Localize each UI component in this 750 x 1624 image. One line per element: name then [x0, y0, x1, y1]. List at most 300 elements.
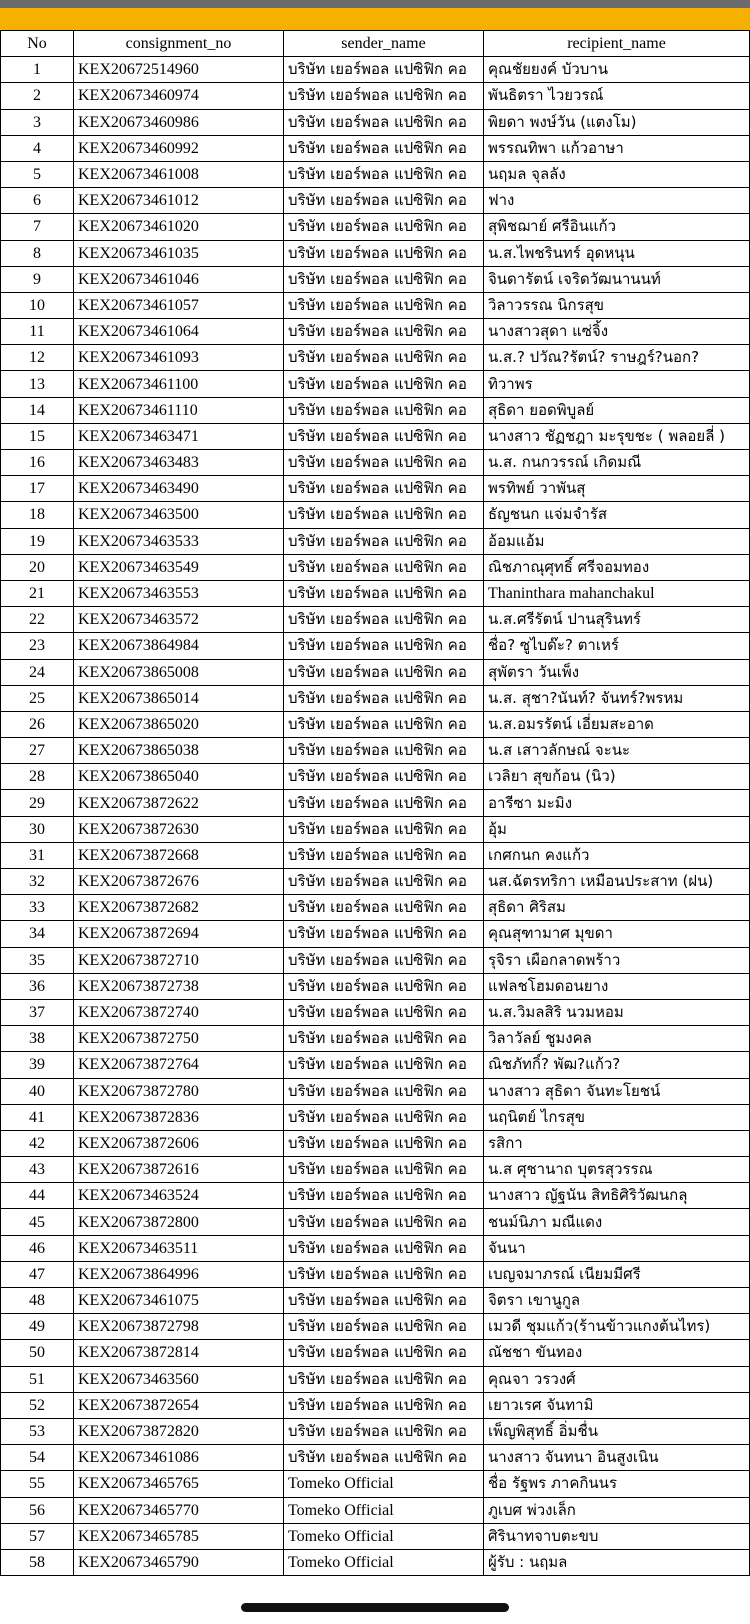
table-row[interactable]: [1, 1235, 750, 1261]
cell-sender-name[interactable]: บริษัท เยอร์พอล แปซิฟิก คอ: [284, 240, 484, 266]
cell-sender-name[interactable]: บริษัท เยอร์พอล แปซิฟิก คอ: [284, 1418, 484, 1444]
cell-consignment-no[interactable]: KEX20673461086: [74, 1445, 284, 1471]
cell-recipient-name[interactable]: นางสาว จันทนา อินสูงเนิน: [484, 1445, 750, 1471]
table-row[interactable]: [1, 895, 750, 921]
table-row[interactable]: [1, 607, 750, 633]
table-row[interactable]: [1, 973, 750, 999]
cell-recipient-name[interactable]: จินดารัตน์ เจริดวัฒนานนท์: [484, 266, 750, 292]
cell-no[interactable]: 41: [1, 1104, 74, 1130]
cell-sender-name[interactable]: บริษัท เยอร์พอล แปซิฟิก คอ: [284, 1026, 484, 1052]
table-row[interactable]: [1, 528, 750, 554]
cell-sender-name[interactable]: บริษัท เยอร์พอล แปซิฟิก คอ: [284, 83, 484, 109]
cell-no[interactable]: 57: [1, 1523, 74, 1549]
cell-sender-name[interactable]: บริษัท เยอร์พอล แปซิฟิก คอ: [284, 816, 484, 842]
consignment-table: [0, 30, 750, 1576]
cell-recipient-name[interactable]: พรรณทิพา แก้วอาษา: [484, 135, 750, 161]
cell-no[interactable]: 31: [1, 842, 74, 868]
cell-no[interactable]: 34: [1, 921, 74, 947]
header-no: No: [1, 31, 74, 57]
cell-consignment-no[interactable]: KEX20673461093: [74, 345, 284, 371]
cell-no[interactable]: 48: [1, 1288, 74, 1314]
table-row[interactable]: [1, 580, 750, 606]
cell-sender-name[interactable]: บริษัท เยอร์พอล แปซิฟิก คอ: [284, 1288, 484, 1314]
cell-sender-name[interactable]: บริษัท เยอร์พอล แปซิฟิก คอ: [284, 450, 484, 476]
cell-consignment-no[interactable]: KEX20673872798: [74, 1314, 284, 1340]
cell-recipient-name[interactable]: ผู้รับ : นฤมล: [484, 1549, 750, 1575]
cell-sender-name[interactable]: บริษัท เยอร์พอล แปซิฟิก คอ: [284, 554, 484, 580]
cell-recipient-name[interactable]: ชื่อ รัฐพร ภาคกินนร: [484, 1471, 750, 1497]
cell-no[interactable]: 11: [1, 319, 74, 345]
cell-no[interactable]: 12: [1, 345, 74, 371]
cell-sender-name[interactable]: บริษัท เยอร์พอล แปซิฟิก คอ: [284, 764, 484, 790]
table-row[interactable]: [1, 240, 750, 266]
cell-consignment-no[interactable]: KEX20673463549: [74, 554, 284, 580]
cell-recipient-name[interactable]: ณิชภัทกิ์? พัฒ?แก้ว?: [484, 1052, 750, 1078]
cell-recipient-name[interactable]: เบญจมาภรณ์ เนียมมีศรี: [484, 1261, 750, 1287]
cell-consignment-no[interactable]: KEX20673463553: [74, 580, 284, 606]
table-row[interactable]: [1, 816, 750, 842]
table-row[interactable]: [1, 554, 750, 580]
cell-recipient-name[interactable]: ฟาง: [484, 188, 750, 214]
cell-no[interactable]: 23: [1, 633, 74, 659]
status-bar-strip: [0, 0, 750, 8]
cell-recipient-name[interactable]: พรทิพย์ วาพันสุ: [484, 476, 750, 502]
cell-no[interactable]: 20: [1, 554, 74, 580]
cell-no[interactable]: 58: [1, 1549, 74, 1575]
cell-consignment-no[interactable]: KEX20673460974: [74, 83, 284, 109]
cell-consignment-no[interactable]: KEX20673872780: [74, 1078, 284, 1104]
cell-consignment-no[interactable]: KEX20673872710: [74, 947, 284, 973]
cell-consignment-no[interactable]: KEX20673872814: [74, 1340, 284, 1366]
cell-recipient-name[interactable]: เกศกนก คงแก้ว: [484, 842, 750, 868]
cell-recipient-name[interactable]: น.ส.? ปวัณ?รัตน์? ราษฎร์?นอก?: [484, 345, 750, 371]
cell-no[interactable]: 53: [1, 1418, 74, 1444]
cell-sender-name[interactable]: บริษัท เยอร์พอล แปซิฟิก คอ: [284, 790, 484, 816]
table-row[interactable]: [1, 1392, 750, 1418]
cell-consignment-no[interactable]: KEX20673461020: [74, 214, 284, 240]
cell-sender-name[interactable]: บริษัท เยอร์พอล แปซิฟิก คอ: [284, 1261, 484, 1287]
cell-sender-name[interactable]: บริษัท เยอร์พอล แปซิฟิก คอ: [284, 685, 484, 711]
cell-sender-name[interactable]: บริษัท เยอร์พอล แปซิฟิก คอ: [284, 1183, 484, 1209]
cell-consignment-no[interactable]: KEX20673872740: [74, 999, 284, 1025]
cell-sender-name[interactable]: บริษัท เยอร์พอล แปซิฟิก คอ: [284, 528, 484, 554]
cell-recipient-name[interactable]: จันนา: [484, 1235, 750, 1261]
cell-sender-name[interactable]: บริษัท เยอร์พอล แปซิฟิก คอ: [284, 266, 484, 292]
table-row[interactable]: [1, 659, 750, 685]
cell-no[interactable]: 19: [1, 528, 74, 554]
table-row[interactable]: [1, 502, 750, 528]
cell-sender-name[interactable]: บริษัท เยอร์พอล แปซิฟิก คอ: [284, 214, 484, 240]
cell-consignment-no[interactable]: KEX20673461046: [74, 266, 284, 292]
cell-consignment-no[interactable]: KEX20673865040: [74, 764, 284, 790]
cell-recipient-name[interactable]: นางสาวสุดา แซ่จิ้ง: [484, 319, 750, 345]
header-consignment-no: consignment_no: [74, 31, 284, 57]
cell-recipient-name[interactable]: เมวดี ชุมแก้ว(ร้านข้าวแกงต้นไทร): [484, 1314, 750, 1340]
cell-recipient-name[interactable]: คุณสุฑามาศ มุขดา: [484, 921, 750, 947]
cell-consignment-no[interactable]: KEX20673872820: [74, 1418, 284, 1444]
cell-sender-name[interactable]: บริษัท เยอร์พอล แปซิฟิก คอ: [284, 1052, 484, 1078]
cell-no[interactable]: 38: [1, 1026, 74, 1052]
cell-sender-name[interactable]: บริษัท เยอร์พอล แปซิฟิก คอ: [284, 947, 484, 973]
cell-sender-name[interactable]: บริษัท เยอร์พอล แปซิฟิก คอ: [284, 1104, 484, 1130]
cell-consignment-no[interactable]: KEX20673463500: [74, 502, 284, 528]
cell-no[interactable]: 55: [1, 1471, 74, 1497]
cell-sender-name[interactable]: Tomeko Official: [284, 1523, 484, 1549]
cell-no[interactable]: 7: [1, 214, 74, 240]
cell-consignment-no[interactable]: KEX20673872668: [74, 842, 284, 868]
cell-no[interactable]: 45: [1, 1209, 74, 1235]
cell-recipient-name[interactable]: รสิกา: [484, 1130, 750, 1156]
cell-sender-name[interactable]: บริษัท เยอร์พอล แปซิฟิก คอ: [284, 423, 484, 449]
cell-consignment-no[interactable]: KEX20673865008: [74, 659, 284, 685]
cell-consignment-no[interactable]: KEX20673461110: [74, 397, 284, 423]
table-row[interactable]: [1, 1523, 750, 1549]
cell-consignment-no[interactable]: KEX20673463524: [74, 1183, 284, 1209]
cell-consignment-no[interactable]: KEX20673865020: [74, 711, 284, 737]
table-row[interactable]: [1, 1183, 750, 1209]
table-row[interactable]: [1, 947, 750, 973]
cell-recipient-name[interactable]: สุพิชฌาย์ ศรีอินแก้ว: [484, 214, 750, 240]
cell-consignment-no[interactable]: KEX20673461008: [74, 161, 284, 187]
cell-sender-name[interactable]: บริษัท เยอร์พอล แปซิฟิก คอ: [284, 1235, 484, 1261]
cell-no[interactable]: 24: [1, 659, 74, 685]
cell-consignment-no[interactable]: KEX20673465785: [74, 1523, 284, 1549]
cell-no[interactable]: 52: [1, 1392, 74, 1418]
table-row[interactable]: [1, 266, 750, 292]
cell-no[interactable]: 4: [1, 135, 74, 161]
cell-no[interactable]: 44: [1, 1183, 74, 1209]
table-row[interactable]: [1, 1209, 750, 1235]
cell-no[interactable]: 25: [1, 685, 74, 711]
table-row[interactable]: [1, 1157, 750, 1183]
cell-no[interactable]: 39: [1, 1052, 74, 1078]
cell-no[interactable]: 43: [1, 1157, 74, 1183]
cell-sender-name[interactable]: บริษัท เยอร์พอล แปซิฟิก คอ: [284, 188, 484, 214]
cell-sender-name[interactable]: บริษัท เยอร์พอล แปซิฟิก คอ: [284, 580, 484, 606]
cell-recipient-name[interactable]: เพ็ญพิสุทธิ์ อิ่มชื่น: [484, 1418, 750, 1444]
cell-no[interactable]: 3: [1, 109, 74, 135]
table-row[interactable]: [1, 1471, 750, 1497]
table-row[interactable]: [1, 292, 750, 318]
cell-sender-name[interactable]: บริษัท เยอร์พอล แปซิฟิก คอ: [284, 999, 484, 1025]
cell-no[interactable]: 47: [1, 1261, 74, 1287]
table-row[interactable]: [1, 423, 750, 449]
table-row[interactable]: [1, 1052, 750, 1078]
cell-consignment-no[interactable]: KEX20673872836: [74, 1104, 284, 1130]
cell-recipient-name[interactable]: จิตรา เขานูกูล: [484, 1288, 750, 1314]
table-row[interactable]: [1, 1026, 750, 1052]
cell-recipient-name[interactable]: พันธิตรา ไวยวรณ์: [484, 83, 750, 109]
cell-sender-name[interactable]: บริษัท เยอร์พอล แปซิฟิก คอ: [284, 1157, 484, 1183]
cell-no[interactable]: 6: [1, 188, 74, 214]
cell-recipient-name[interactable]: ภูเบศ พ่วงเล็ก: [484, 1497, 750, 1523]
cell-no[interactable]: 37: [1, 999, 74, 1025]
table-row[interactable]: [1, 738, 750, 764]
cell-consignment-no[interactable]: KEX20673865038: [74, 738, 284, 764]
cell-no[interactable]: 36: [1, 973, 74, 999]
cell-consignment-no[interactable]: KEX20673872630: [74, 816, 284, 842]
cell-sender-name[interactable]: บริษัท เยอร์พอล แปซิฟิก คอ: [284, 633, 484, 659]
cell-consignment-no[interactable]: KEX20673872764: [74, 1052, 284, 1078]
cell-consignment-no[interactable]: KEX20673463533: [74, 528, 284, 554]
cell-recipient-name[interactable]: ณัชชา ขันทอง: [484, 1340, 750, 1366]
table-row[interactable]: [1, 1288, 750, 1314]
cell-recipient-name[interactable]: นฤมล จุลลัง: [484, 161, 750, 187]
toolbar-accent-bar: [0, 8, 750, 30]
cell-consignment-no[interactable]: KEX20673872738: [74, 973, 284, 999]
cell-recipient-name[interactable]: สุพัตรา วันเพ็ง: [484, 659, 750, 685]
cell-recipient-name[interactable]: น.ส เสาวลักษณ์ จะนะ: [484, 738, 750, 764]
table-row[interactable]: [1, 345, 750, 371]
cell-sender-name[interactable]: บริษัท เยอร์พอล แปซิฟิก คอ: [284, 738, 484, 764]
cell-recipient-name[interactable]: นส.ฉัตรทริกา เหมือนประสาท (ฝน): [484, 869, 750, 895]
cell-consignment-no[interactable]: KEX20673461012: [74, 188, 284, 214]
cell-no[interactable]: 9: [1, 266, 74, 292]
cell-sender-name[interactable]: บริษัท เยอร์พอล แปซิฟิก คอ: [284, 842, 484, 868]
cell-consignment-no[interactable]: KEX20673463471: [74, 423, 284, 449]
cell-no[interactable]: 28: [1, 764, 74, 790]
cell-no[interactable]: 21: [1, 580, 74, 606]
cell-consignment-no[interactable]: KEX20673463483: [74, 450, 284, 476]
cell-consignment-no[interactable]: KEX20673864996: [74, 1261, 284, 1287]
cell-consignment-no[interactable]: KEX20673465765: [74, 1471, 284, 1497]
cell-consignment-no[interactable]: KEX20673872750: [74, 1026, 284, 1052]
cell-no[interactable]: 26: [1, 711, 74, 737]
cell-no[interactable]: 18: [1, 502, 74, 528]
cell-recipient-name[interactable]: รุจิรา เผือกลาดพร้าว: [484, 947, 750, 973]
cell-consignment-no[interactable]: KEX20673463490: [74, 476, 284, 502]
cell-no[interactable]: 50: [1, 1340, 74, 1366]
table-row[interactable]: [1, 214, 750, 240]
table-row[interactable]: [1, 1366, 750, 1392]
cell-consignment-no[interactable]: KEX20673465790: [74, 1549, 284, 1575]
cell-recipient-name[interactable]: น.ส.ศรีรัตน์ ปานสุรินทร์: [484, 607, 750, 633]
cell-sender-name[interactable]: บริษัท เยอร์พอล แปซิฟิก คอ: [284, 1366, 484, 1392]
cell-sender-name[interactable]: บริษัท เยอร์พอล แปซิฟิก คอ: [284, 345, 484, 371]
cell-recipient-name[interactable]: เวลิยา สุขก้อน (นิว): [484, 764, 750, 790]
cell-recipient-name[interactable]: วิลาวรรณ นิกรสุข: [484, 292, 750, 318]
cell-no[interactable]: 10: [1, 292, 74, 318]
cell-recipient-name[interactable]: อารีซา มะมิง: [484, 790, 750, 816]
table-body: [1, 57, 750, 1576]
table-row[interactable]: [1, 1314, 750, 1340]
cell-sender-name[interactable]: บริษัท เยอร์พอล แปซิฟิก คอ: [284, 371, 484, 397]
table-row[interactable]: [1, 685, 750, 711]
cell-consignment-no[interactable]: KEX20673460986: [74, 109, 284, 135]
cell-consignment-no[interactable]: KEX20673872682: [74, 895, 284, 921]
cell-no[interactable]: 46: [1, 1235, 74, 1261]
cell-sender-name[interactable]: บริษัท เยอร์พอล แปซิฟิก คอ: [284, 1130, 484, 1156]
cell-sender-name[interactable]: บริษัท เยอร์พอล แปซิฟิก คอ: [284, 1209, 484, 1235]
cell-recipient-name[interactable]: วิลาวัลย์ ชูมงคล: [484, 1026, 750, 1052]
cell-recipient-name[interactable]: น.ส.วิมลสิริ นวมหอม: [484, 999, 750, 1025]
cell-no[interactable]: 1: [1, 57, 74, 83]
cell-recipient-name[interactable]: สุธิดา ศิริสม: [484, 895, 750, 921]
cell-no[interactable]: 30: [1, 816, 74, 842]
table-row[interactable]: [1, 790, 750, 816]
cell-recipient-name[interactable]: นางสาว ญัฐนัน สิทธิศิริวัฒนกลุ: [484, 1183, 750, 1209]
cell-consignment-no[interactable]: KEX20673463572: [74, 607, 284, 633]
cell-sender-name[interactable]: Tomeko Official: [284, 1549, 484, 1575]
cell-recipient-name[interactable]: ณิชภาณุศุทธิ์ ศรีจอมทอง: [484, 554, 750, 580]
cell-sender-name[interactable]: บริษัท เยอร์พอล แปซิฟิก คอ: [284, 973, 484, 999]
cell-recipient-name[interactable]: คุณจา วรวงศ์: [484, 1366, 750, 1392]
table-row[interactable]: [1, 319, 750, 345]
cell-consignment-no[interactable]: KEX20673463560: [74, 1366, 284, 1392]
table-row[interactable]: [1, 188, 750, 214]
cell-no[interactable]: 5: [1, 161, 74, 187]
cell-sender-name[interactable]: บริษัท เยอร์พอล แปซิฟิก คอ: [284, 57, 484, 83]
table-row[interactable]: [1, 1340, 750, 1366]
cell-recipient-name[interactable]: ชื่อ? ซูไบด๊ะ? ตาเหร์: [484, 633, 750, 659]
table-row[interactable]: [1, 57, 750, 83]
cell-sender-name[interactable]: บริษัท เยอร์พอล แปซิฟิก คอ: [284, 1392, 484, 1418]
cell-sender-name[interactable]: บริษัท เยอร์พอล แปซิฟิก คอ: [284, 869, 484, 895]
cell-sender-name[interactable]: Tomeko Official: [284, 1471, 484, 1497]
cell-no[interactable]: 29: [1, 790, 74, 816]
cell-sender-name[interactable]: บริษัท เยอร์พอล แปซิฟิก คอ: [284, 109, 484, 135]
cell-sender-name[interactable]: บริษัท เยอร์พอล แปซิฟิก คอ: [284, 1340, 484, 1366]
cell-recipient-name[interactable]: ชนม์นิภา มณีแดง: [484, 1209, 750, 1235]
cell-no[interactable]: 15: [1, 423, 74, 449]
header-recipient-name: recipient_name: [484, 31, 750, 57]
cell-consignment-no[interactable]: KEX20673872616: [74, 1157, 284, 1183]
cell-sender-name[interactable]: บริษัท เยอร์พอล แปซิฟิก คอ: [284, 292, 484, 318]
cell-recipient-name[interactable]: นฤนิตย์ ไกรสุข: [484, 1104, 750, 1130]
cell-no[interactable]: 35: [1, 947, 74, 973]
table-row[interactable]: [1, 1418, 750, 1444]
cell-recipient-name[interactable]: น.ส. กนกวรรณ์ เกิดมณี: [484, 450, 750, 476]
cell-sender-name[interactable]: บริษัท เยอร์พอล แปซิฟิก คอ: [284, 319, 484, 345]
cell-no[interactable]: 42: [1, 1130, 74, 1156]
cell-no[interactable]: 51: [1, 1366, 74, 1392]
cell-sender-name[interactable]: บริษัท เยอร์พอล แปซิฟิก คอ: [284, 1078, 484, 1104]
cell-recipient-name[interactable]: อุ้ม: [484, 816, 750, 842]
cell-consignment-no[interactable]: KEX20673461035: [74, 240, 284, 266]
cell-no[interactable]: 14: [1, 397, 74, 423]
table-row[interactable]: [1, 1445, 750, 1471]
cell-consignment-no[interactable]: KEX20673872800: [74, 1209, 284, 1235]
cell-no[interactable]: 17: [1, 476, 74, 502]
cell-recipient-name[interactable]: น.ส.อมรรัตน์ เอี่ยมสะอาด: [484, 711, 750, 737]
cell-consignment-no[interactable]: KEX20673460992: [74, 135, 284, 161]
cell-consignment-no[interactable]: KEX20673463511: [74, 1235, 284, 1261]
table-row[interactable]: [1, 397, 750, 423]
table-row[interactable]: [1, 1261, 750, 1287]
spreadsheet-view[interactable]: [0, 30, 750, 1576]
home-indicator[interactable]: [241, 1603, 509, 1612]
cell-consignment-no[interactable]: KEX20673872606: [74, 1130, 284, 1156]
cell-recipient-name[interactable]: สุธิดา ยอดพิบูลย์: [484, 397, 750, 423]
cell-no[interactable]: 16: [1, 450, 74, 476]
cell-sender-name[interactable]: บริษัท เยอร์พอล แปซิฟิก คอ: [284, 895, 484, 921]
cell-consignment-no[interactable]: KEX20672514960: [74, 57, 284, 83]
cell-consignment-no[interactable]: KEX20673461064: [74, 319, 284, 345]
cell-consignment-no[interactable]: KEX20673461057: [74, 292, 284, 318]
cell-recipient-name[interactable]: อ้อมแอ้ม: [484, 528, 750, 554]
table-row[interactable]: [1, 1130, 750, 1156]
cell-sender-name[interactable]: บริษัท เยอร์พอล แปซิฟิก คอ: [284, 397, 484, 423]
cell-sender-name[interactable]: บริษัท เยอร์พอล แปซิฟิก คอ: [284, 161, 484, 187]
cell-sender-name[interactable]: บริษัท เยอร์พอล แปซิฟิก คอ: [284, 502, 484, 528]
cell-recipient-name[interactable]: คุณชัยยงค์ บัวบาน: [484, 57, 750, 83]
cell-recipient-name[interactable]: น.ส. สุชา?นันท์? จันทร์?พรหม: [484, 685, 750, 711]
cell-recipient-name[interactable]: ธัญชนก แจ่มจำรัส: [484, 502, 750, 528]
cell-consignment-no[interactable]: KEX20673864984: [74, 633, 284, 659]
cell-consignment-no[interactable]: KEX20673872694: [74, 921, 284, 947]
table-row[interactable]: [1, 450, 750, 476]
table-row[interactable]: [1, 842, 750, 868]
table-row[interactable]: [1, 476, 750, 502]
table-row[interactable]: [1, 135, 750, 161]
cell-sender-name[interactable]: บริษัท เยอร์พอล แปซิฟิก คอ: [284, 1314, 484, 1340]
cell-consignment-no[interactable]: KEX20673461075: [74, 1288, 284, 1314]
cell-no[interactable]: 13: [1, 371, 74, 397]
cell-recipient-name[interactable]: นางสาว สุธิดา จันทะโยชน์: [484, 1078, 750, 1104]
cell-sender-name[interactable]: บริษัท เยอร์พอล แปซิฟิก คอ: [284, 659, 484, 685]
cell-sender-name[interactable]: บริษัท เยอร์พอล แปซิฟิก คอ: [284, 921, 484, 947]
cell-recipient-name[interactable]: แฟลชโฮมดอนยาง: [484, 973, 750, 999]
table-row[interactable]: [1, 1078, 750, 1104]
table-row[interactable]: [1, 1497, 750, 1523]
cell-sender-name[interactable]: บริษัท เยอร์พอล แปซิฟิก คอ: [284, 476, 484, 502]
cell-no[interactable]: 54: [1, 1445, 74, 1471]
table-row[interactable]: [1, 1104, 750, 1130]
cell-consignment-no[interactable]: KEX20673865014: [74, 685, 284, 711]
cell-consignment-no[interactable]: KEX20673872622: [74, 790, 284, 816]
cell-sender-name[interactable]: บริษัท เยอร์พอล แปซิฟิก คอ: [284, 135, 484, 161]
table-row[interactable]: [1, 711, 750, 737]
cell-recipient-name[interactable]: พิยดา พงษ์วัน (แตงโม): [484, 109, 750, 135]
table-row[interactable]: [1, 1549, 750, 1575]
table-row[interactable]: [1, 633, 750, 659]
cell-no[interactable]: 33: [1, 895, 74, 921]
cell-recipient-name[interactable]: Thaninthara mahanchakul: [484, 580, 750, 606]
table-row[interactable]: [1, 371, 750, 397]
cell-recipient-name[interactable]: นางสาว ชัฏชฎา มะรุขชะ ( พลอยลี่ ): [484, 423, 750, 449]
table-row[interactable]: [1, 109, 750, 135]
table-row[interactable]: [1, 869, 750, 895]
header-sender-name: sender_name: [284, 31, 484, 57]
table-row[interactable]: [1, 83, 750, 109]
cell-recipient-name[interactable]: ทิวาพร: [484, 371, 750, 397]
cell-sender-name[interactable]: บริษัท เยอร์พอล แปซิฟิก คอ: [284, 607, 484, 633]
cell-consignment-no[interactable]: KEX20673461100: [74, 371, 284, 397]
cell-recipient-name[interactable]: น.ส.ไพชรินทร์ อุดหนุน: [484, 240, 750, 266]
cell-recipient-name[interactable]: ศิรินาทจาบตะขบ: [484, 1523, 750, 1549]
cell-consignment-no[interactable]: KEX20673465770: [74, 1497, 284, 1523]
cell-no[interactable]: 27: [1, 738, 74, 764]
cell-sender-name[interactable]: บริษัท เยอร์พอล แปซิฟิก คอ: [284, 711, 484, 737]
table-row[interactable]: [1, 764, 750, 790]
table-row[interactable]: [1, 921, 750, 947]
cell-recipient-name[interactable]: น.ส ศุชานาถ บุตรสุวรรณ: [484, 1157, 750, 1183]
cell-no[interactable]: 49: [1, 1314, 74, 1340]
cell-no[interactable]: 56: [1, 1497, 74, 1523]
table-row[interactable]: [1, 999, 750, 1025]
cell-no[interactable]: 40: [1, 1078, 74, 1104]
cell-no[interactable]: 2: [1, 83, 74, 109]
cell-no[interactable]: 32: [1, 869, 74, 895]
table-row[interactable]: [1, 161, 750, 187]
cell-sender-name[interactable]: Tomeko Official: [284, 1497, 484, 1523]
cell-recipient-name[interactable]: เยาวเรศ จันทามิ: [484, 1392, 750, 1418]
cell-consignment-no[interactable]: KEX20673872654: [74, 1392, 284, 1418]
cell-consignment-no[interactable]: KEX20673872676: [74, 869, 284, 895]
cell-sender-name[interactable]: บริษัท เยอร์พอล แปซิฟิก คอ: [284, 1445, 484, 1471]
cell-no[interactable]: 8: [1, 240, 74, 266]
cell-no[interactable]: 22: [1, 607, 74, 633]
